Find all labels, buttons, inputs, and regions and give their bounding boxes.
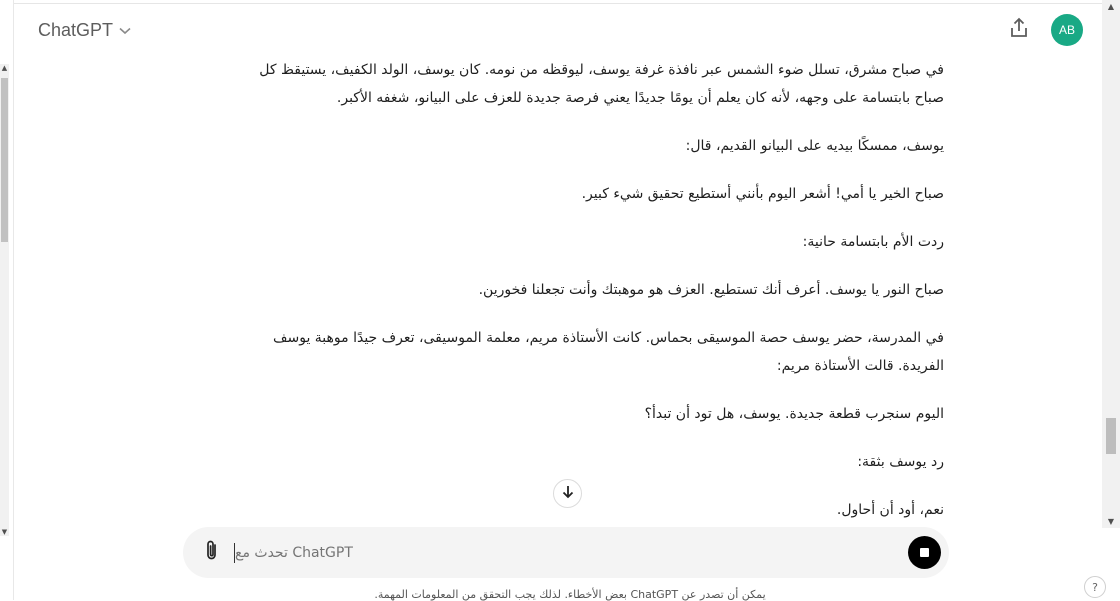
message-composer xyxy=(183,527,949,578)
sidebar-edge xyxy=(13,0,14,600)
attach-button[interactable] xyxy=(201,540,223,566)
message-paragraph: صباح الخير يا أمي! أشعر اليوم بأنني أستطيع تحقيق شيء كبير. xyxy=(581,186,944,202)
chevron-down-icon xyxy=(119,26,131,38)
message-input[interactable] xyxy=(235,540,855,566)
paperclip-icon xyxy=(203,539,221,567)
message-paragraph: رد يوسف بثقة: xyxy=(857,454,944,470)
chat-scroll-down-icon[interactable]: ▼ xyxy=(1107,517,1115,526)
chat-scroll-up-icon[interactable]: ▲ xyxy=(1107,2,1115,11)
message-paragraph: نعم، أود أن أحاول. xyxy=(836,502,944,518)
scroll-down-arrow-icon[interactable]: ▼ xyxy=(1,528,8,536)
outer-scrollbar-thumb[interactable] xyxy=(1,78,8,242)
message-paragraph: في صباح مشرق، تسلل ضوء الشمس عبر نافذة غرفة يوسف، ليوقظه من نومه. كان يوسف، الولد الكفيف، يستيقظ كل صباح بابتسامة على وجهه، لأنه كان يعلم أن يومًا جديدًا يعني فرصة جديدة للعزف على البيانو، شغفه الأكبر. xyxy=(259,62,944,106)
app-title: ChatGPT xyxy=(38,20,114,40)
arrow-down-icon xyxy=(561,484,575,504)
disclaimer-text: يمكن أن تصدر عن ChatGPT بعض الأخطاء. لذلك يجب التحقق من المعلومات المهمة. xyxy=(374,588,766,601)
outer-scrollbar[interactable] xyxy=(0,64,9,536)
message-paragraph: صباح النور يا يوسف. أعرف أنك تستطيع. العزف هو موهبتك وأنت تجعلنا فخورين. xyxy=(478,282,944,298)
message-paragraph: يوسف، ممسكًا بيديه على البيانو القديم، قال: xyxy=(685,138,944,154)
share-button[interactable] xyxy=(1006,17,1032,43)
avatar[interactable]: AB xyxy=(1051,14,1083,46)
message-paragraph: ردت الأم بابتسامة حانية: xyxy=(802,234,944,250)
top-divider xyxy=(14,0,1106,4)
help-button[interactable]: ? xyxy=(1084,576,1106,598)
scroll-up-arrow-icon[interactable]: ▲ xyxy=(1,64,8,72)
scroll-to-bottom-button[interactable] xyxy=(553,479,582,508)
model-selector[interactable] xyxy=(38,20,131,41)
chat-scrollbar[interactable] xyxy=(1102,0,1120,528)
chat-scrollbar-thumb[interactable] xyxy=(1106,418,1116,454)
assistant-message xyxy=(232,56,944,544)
message-paragraph: اليوم سنجرب قطعة جديدة. يوسف، هل تود أن تبدأ؟ xyxy=(644,406,944,422)
stop-icon xyxy=(920,548,929,557)
share-icon xyxy=(1009,17,1029,43)
stop-generating-button[interactable] xyxy=(908,536,941,569)
message-paragraph: في المدرسة، حضر يوسف حصة الموسيقى بحماس. كانت الأستاذة مريم، معلمة الموسيقى، تعرف جيدًا موهبة يوسف الفريدة. قالت الأستاذة مريم: xyxy=(272,330,944,374)
